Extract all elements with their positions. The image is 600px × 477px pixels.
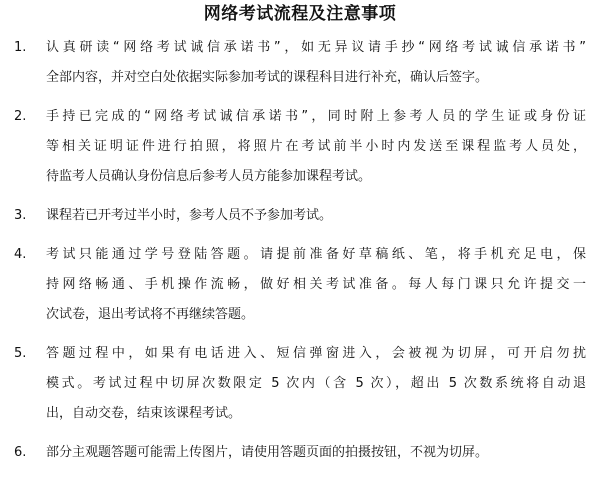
item-text-line: 出，自动交卷，结束该课程考试。 xyxy=(46,406,242,421)
document-title: 网络考试流程及注意事项 xyxy=(203,4,397,24)
item-text-line: 全部内容，并对空白处依据实际参加考试的课程科目进行补充，确认后签字。 xyxy=(46,70,489,85)
notice-item-2 xyxy=(0,102,600,192)
notice-item-4 xyxy=(0,240,600,330)
item-text-line: 模式。考试过程中切屏次数限定 5 次内（含 5 次），超出 5 次数系统将自动退 xyxy=(46,376,586,391)
notice-item-1 xyxy=(0,33,600,93)
item-text-line: 手持已完成的“网络考试诚信承诺书”，同时附上参考人员的学生证或身份证 xyxy=(46,109,586,124)
item-number: 6. xyxy=(14,445,27,460)
notice-item-6 xyxy=(0,438,600,468)
item-number: 5. xyxy=(14,346,27,361)
item-text-line: 认真研读“网络考试诚信承诺书”，如无异议请手抄“网络考试诚信承诺书” xyxy=(46,40,586,55)
notice-list xyxy=(0,33,600,477)
item-number: 2. xyxy=(14,109,27,124)
item-text-line: 次试卷，退出考试将不再继续答题。 xyxy=(46,307,255,322)
item-text-line: 考试只能通过学号登陆答题。请提前准备好草稿纸、笔，将手机充足电，保 xyxy=(46,247,586,262)
item-number: 3. xyxy=(14,208,27,223)
notice-item-3 xyxy=(0,201,600,231)
item-text-line: 课程若已开考过半小时，参考人员不予参加考试。 xyxy=(46,208,333,223)
item-text-line: 部分主观题答题可能需上传图片，请使用答题页面的拍摄按钮，不视为切屏。 xyxy=(46,445,489,460)
notice-item-5 xyxy=(0,339,600,429)
item-text-line: 持网络畅通、手机操作流畅，做好相关考试准备。每人每门课只允许提交一 xyxy=(46,277,586,292)
item-text-line: 答题过程中，如果有电话进入、短信弹窗进入，会被视为切屏，可开启勿扰 xyxy=(46,346,586,361)
item-number: 1. xyxy=(14,40,27,55)
item-text-line: 待监考人员确认身份信息后参考人员方能参加课程考试。 xyxy=(46,169,372,184)
item-number: 4. xyxy=(14,247,27,262)
item-text-line: 等相关证明证件进行拍照，将照片在考试前半小时内发送至课程监考人员处， xyxy=(46,139,586,154)
